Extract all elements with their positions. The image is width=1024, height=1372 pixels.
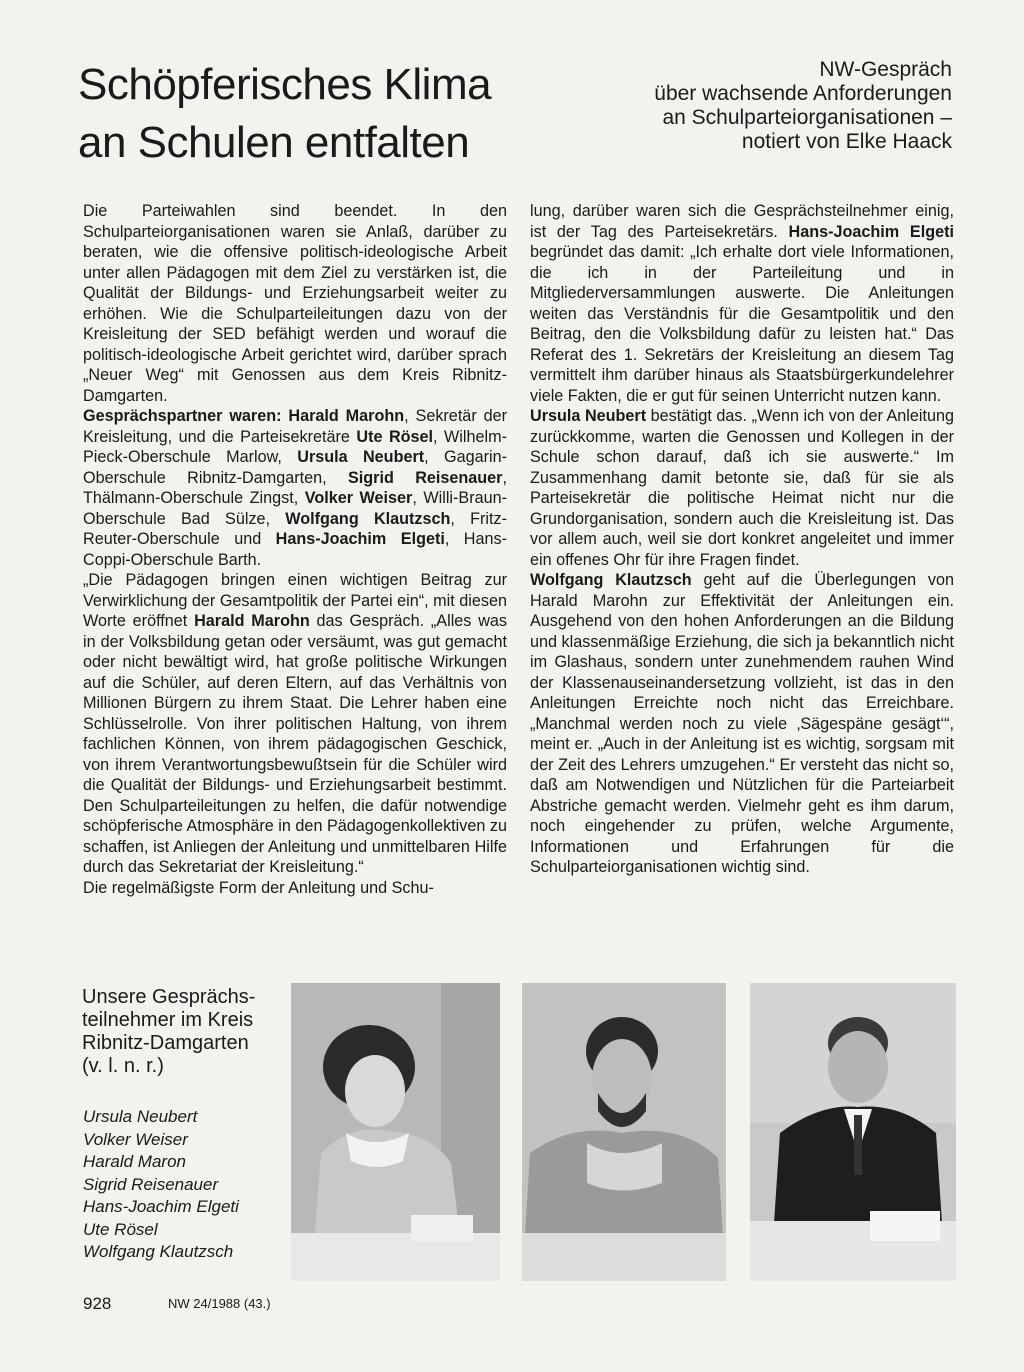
name-hans-joachim-elgeti: Hans-Joachim Elgeti: [788, 222, 954, 241]
name-sigrid-reisenauer: Sigrid Reisenauer: [347, 468, 503, 487]
name-wolfgang-klautzsch: Wolfgang Klautzsch: [285, 509, 451, 528]
photo-participant-3-image: [750, 983, 956, 1281]
page-number: 928: [83, 1294, 112, 1313]
caption-line-3: Ribnitz-Damgarten: [82, 1032, 249, 1054]
participants-text: , Fritz-Reuter-Oberschule und: [83, 509, 507, 548]
caption-line-1: Unsere Gesprächs-: [82, 986, 256, 1008]
quote-paragraph: [83, 570, 507, 878]
elgeti-paragraph: [530, 201, 954, 406]
issue-reference: NW 24/1988 (43.): [168, 1296, 271, 1311]
name-ursula-neubert: Ursula Neubert: [530, 407, 647, 425]
name-hans-joachim-elgeti: Hans-Joachim Elgeti: [275, 530, 445, 548]
intro-paragraph: Die Parteiwahlen sind beendet. In den Schulparteiorganisationen waren sie Anlaß, darüber zu beraten, wie die offensive politisch-ideologische Arbeit unter allen Pädagogen mit dem Ziel zu verstärken ist, die Qualität der Bildungs- und Erziehungsarbeit weiter zu erhöhen. Wie die Schulparteileitungen dazu von der Kreisleitung der SED befähigt werden und worauf die politisch-ideologische Arbeit gerichtet wird, darüber sprach „Neuer Weg“ mit Genossen aus dem Kreis Ribnitz-Damgarten.: [83, 202, 507, 405]
left-column: [83, 201, 507, 898]
participant-name: Wolfgang Klautzsch: [83, 1242, 234, 1261]
right-column: [530, 201, 954, 878]
quote-text: das Gespräch. „Alles was in der Volksbildung getan oder versäumt, was gut gemacht oder nicht bewältigt wird, hat große politische Wirkungen auf die Schüler, auf deren Eltern, auf das Verhältnis von Millionen Bürgern zu ihrem Staat. Die Lehrer haben eine Schlüsselrolle. Von ihrer politischen Haltung, von ihrem fachlichen Können, von ihrem pädagogischen Geschick, von ihrem Verantwortungsbewußtsein für die Schüler wird die Qualität der Bildungs- und Erziehungsarbeit bestimmt. Den Schulparteileitungen zu helfen, die dafür notwendige schöpferische Atmosphäre in den Pädagogenkollektiven zu schaffen, ist Anliegen der Anleitung und unmittelbaren Hilfe durch das Sekretariat der Kreisleitung.“: [83, 612, 507, 876]
participant-name: Harald Maron: [83, 1152, 186, 1171]
photo-participant-1: [291, 983, 500, 1281]
closing-paragraph: Die regelmäßigste Form der Anleitung und Schu-: [83, 878, 434, 897]
article-title-line-1: Schöpferisches Klima: [78, 60, 492, 109]
participants-text: , Sekretär der Kreisleitung, und die Parteisekretäre: [83, 407, 507, 446]
photo-caption: [82, 986, 272, 1078]
caption-line-4: (v. l. n. r.): [82, 1055, 164, 1077]
article-subtitle: [572, 58, 952, 154]
participants-paragraph: [83, 406, 507, 570]
photo-participant-2: [522, 983, 726, 1281]
participants-text: , Thälmann-Oberschule Zingst,: [83, 468, 507, 507]
caption-line-2: teilnehmer im Kreis: [82, 1009, 254, 1031]
subtitle-line-3: an Schulparteiorganisationen –: [662, 106, 952, 129]
participant-name: Volker Weiser: [83, 1129, 188, 1149]
photo-participant-1-image: [291, 983, 500, 1281]
participants-text: , Willi-Braun-Oberschule Bad Sülze,: [83, 489, 507, 528]
neubert-paragraph: [530, 406, 954, 570]
article-title: [78, 56, 538, 172]
name-ute-roesel: Ute Rösel: [356, 427, 434, 446]
participant-name: Sigrid Reisenauer: [83, 1174, 219, 1194]
photo-participant-3: [750, 983, 956, 1281]
participant-name: Ute Rösel: [83, 1219, 158, 1239]
participants-lead: Gesprächspartner waren:: [83, 407, 282, 425]
body-text: bestätigt das. „Wenn ich von der Anleitung zurückkomme, warten die Genossen und Kollegen in der Schule schon darauf, daß ich sie auswerte.“ Im Zusammenhang damit betonte sie, daß für sie als Parteisekretär die politische Heimat nicht nur die Grundorganisation, sondern auch die Kreisleitung ist. Das vor allem auch, weil sie dort konkret angeleitet und immer ein offenes Ohr für ihre Fragen findet.: [530, 407, 954, 569]
photo-participant-2-image: [522, 983, 726, 1281]
participant-name: Ursula Neubert: [83, 1107, 198, 1126]
body-text: lung, darüber waren sich die Gesprächsteilnehmer einig, ist der Tag des Parteisekretärs.: [530, 202, 954, 241]
subtitle-line-2: über wachsende Anforderungen: [654, 82, 952, 105]
name-volker-weiser: Volker Weiser: [304, 489, 413, 507]
subtitle-line-1: NW-Gespräch: [819, 58, 952, 81]
body-text: geht auf die Überlegungen von Harald Marohn zur Effektivität der Anleitungen ein. Ausgehend von den hohen Anforderungen an die Bildung und klassenmäßige Erziehung, die sich ja bekanntlich nicht im Glashaus, sondern unter zunehmendem rauhen Wind der Klassenauseinandersetzung vollzieht, ist das in den Anleitungen Erreichte noch nicht das Erreichbare. „Manchmal werden noch zu viele ‚Sägespäne gesägt‘“, meint er. „Auch in der Anleitung ist es wichtig, sorgsam mit der Zeit des Lehrers umzugehen.“ Er versteht das nicht so, daß am Notwendigen und Nützlichen für die Parteiarbeit Abstriche gemacht werden. Vielmehr geht es ihm darum, noch eingehender zu prüfen, welche Argumente, Informationen und Erfahrungen für die Schulparteiorganisationen wichtig sind.: [530, 571, 954, 876]
participants-text: , Hans-Coppi-Oberschule Barth.: [83, 530, 507, 569]
subtitle-line-4: notiert von Elke Haack: [741, 130, 952, 153]
name-ursula-neubert: Ursula Neubert: [297, 448, 425, 466]
name-harald-marohn: Harald Marohn: [194, 612, 310, 630]
participant-name: Hans-Joachim Elgeti: [83, 1197, 239, 1216]
participants-text: , Gagarin-Oberschule Ribnitz-Damgarten,: [83, 448, 507, 487]
quote-text: „Die Pädagogen bringen einen wichtigen Beitrag zur Verwirklichung der Gesamtpolitik der Partei ein“, mit diesen Worte eröffnet: [83, 571, 507, 630]
participants-text: , Wilhelm-Pieck-Oberschule Marlow,: [83, 427, 507, 466]
participant-names-list: [83, 1106, 283, 1264]
article-title-line-2: an Schulen entfalten: [78, 118, 470, 167]
klautzsch-paragraph: [530, 570, 954, 878]
name-harald-marohn: Harald Marohn: [288, 407, 405, 425]
name-wolfgang-klautzsch: Wolfgang Klautzsch: [530, 571, 692, 589]
body-text: begründet das damit: „Ich erhalte dort viele Informationen, die ich in der Parteileitung und in Mitgliederversammlungen auswerte. Die Anleitungen weiten das Verständnis für die Gesamtpolitik und den Beitrag, den die Volksbildung dafür zu leisten hat.“ Das Referat des 1. Sekretärs der Kreisleitung an diesem Tag vermittelt ihm darüber hinaus als Staatsbürgerkundelehrer viele Fakten, die er gut für seinen Unterricht nutzen kann.: [530, 243, 954, 405]
